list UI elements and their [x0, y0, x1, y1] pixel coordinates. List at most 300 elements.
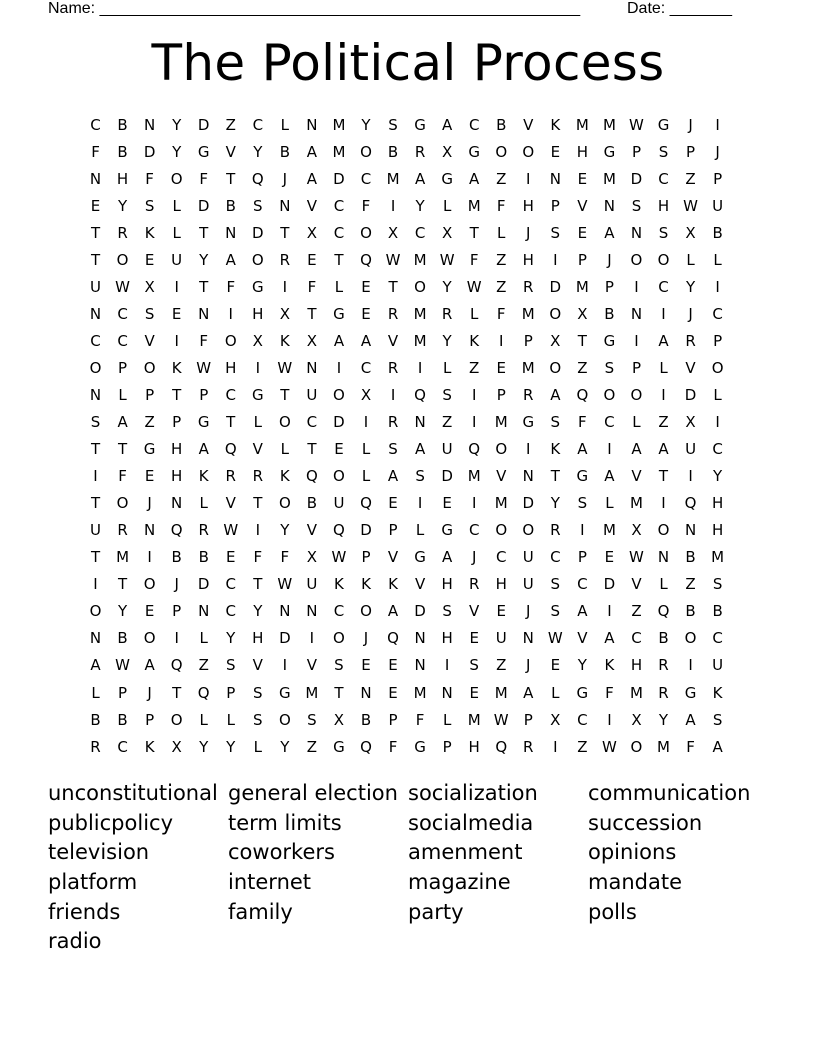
grid-letter[interactable]: T [280, 385, 290, 404]
grid-letter[interactable]: D [143, 142, 156, 161]
grid-letter[interactable]: K [334, 575, 344, 594]
grid-letter[interactable]: W [439, 250, 455, 269]
grid-letter[interactable]: P [550, 196, 560, 215]
grid-letter[interactable]: M [494, 494, 508, 513]
grid-letter[interactable]: K [279, 331, 290, 350]
grid-letter[interactable]: W [385, 250, 401, 269]
grid-letter[interactable]: X [387, 223, 399, 242]
grid-letter[interactable]: G [657, 115, 670, 134]
grid-letter[interactable]: Q [305, 467, 318, 486]
grid-letter[interactable]: S [550, 223, 561, 242]
grid-letter[interactable]: G [441, 521, 453, 540]
grid-letter[interactable]: I [661, 385, 666, 404]
grid-letter[interactable]: D [414, 602, 426, 621]
grid-letter[interactable]: Y [253, 142, 263, 161]
grid-letter[interactable]: L [713, 250, 722, 269]
grid-letter[interactable]: F [388, 737, 398, 756]
grid-letter[interactable]: G [143, 440, 156, 459]
grid-letter[interactable]: L [280, 440, 290, 459]
grid-letter[interactable]: N [360, 683, 372, 702]
grid-letter[interactable]: A [387, 467, 399, 486]
grid-letter[interactable]: C [360, 358, 372, 377]
grid-letter[interactable]: J [526, 223, 531, 242]
grid-letter[interactable]: B [712, 602, 723, 621]
grid-letter[interactable]: I [390, 385, 396, 404]
grid-letter[interactable]: U [90, 521, 102, 540]
grid-letter[interactable]: G [603, 331, 616, 350]
grid-letter[interactable]: L [415, 521, 425, 540]
grid-letter[interactable]: P [713, 331, 723, 350]
grid-letter[interactable]: O [549, 304, 562, 323]
grid-letter[interactable]: I [336, 358, 342, 377]
grid-letter[interactable]: E [171, 304, 182, 323]
grid-letter[interactable]: V [252, 440, 263, 459]
grid-letter[interactable]: A [306, 142, 318, 161]
grid-letter[interactable]: P [523, 331, 533, 350]
grid-letter[interactable]: O [630, 737, 643, 756]
grid-letter[interactable]: N [630, 304, 643, 323]
grid-letter[interactable]: M [602, 169, 616, 188]
grid-letter[interactable]: I [661, 304, 666, 323]
grid-letter[interactable]: C [333, 223, 345, 242]
grid-letter[interactable]: V [577, 629, 588, 648]
grid-letter[interactable]: P [577, 548, 587, 567]
grid-letter[interactable]: E [361, 304, 371, 323]
grid-letter[interactable]: E [577, 169, 588, 188]
grid-letter[interactable]: O [630, 385, 643, 404]
grid-letter[interactable]: D [197, 196, 210, 215]
grid-letter[interactable]: T [90, 440, 101, 459]
grid-letter[interactable]: S [253, 196, 263, 215]
grid-letter[interactable]: A [442, 115, 453, 134]
grid-letter[interactable]: R [441, 304, 453, 323]
grid-letter[interactable]: E [388, 494, 398, 513]
grid-letter[interactable]: F [199, 331, 209, 350]
grid-letter[interactable]: S [144, 304, 155, 323]
grid-letter[interactable]: U [333, 494, 345, 513]
grid-letter[interactable]: L [361, 440, 371, 459]
grid-letter[interactable]: Q [414, 385, 426, 404]
grid-letter[interactable]: M [305, 683, 319, 702]
grid-letter[interactable]: V [631, 467, 642, 486]
grid-letter[interactable]: I [715, 277, 720, 296]
grid-letter[interactable]: X [333, 710, 345, 729]
grid-letter[interactable]: T [388, 277, 398, 296]
grid-letter[interactable]: K [550, 115, 561, 134]
grid-letter[interactable]: I [688, 656, 693, 675]
grid-letter[interactable]: L [497, 223, 506, 242]
grid-letter[interactable]: O [549, 358, 562, 377]
grid-letter[interactable]: C [604, 413, 615, 432]
grid-letter[interactable]: D [252, 223, 264, 242]
grid-letter[interactable]: V [469, 602, 480, 621]
grid-letter[interactable]: D [197, 115, 210, 134]
grid-letter[interactable]: G [414, 548, 426, 567]
grid-letter[interactable]: H [522, 196, 534, 215]
grid-letter[interactable]: R [468, 575, 480, 594]
grid-letter[interactable]: O [143, 358, 156, 377]
grid-letter[interactable]: J [363, 629, 369, 648]
grid-letter[interactable]: I [688, 467, 693, 486]
grid-letter[interactable]: C [577, 575, 588, 594]
grid-letter[interactable]: N [89, 385, 102, 404]
grid-letter[interactable]: I [174, 277, 179, 296]
grid-letter[interactable]: W [115, 656, 130, 675]
grid-letter[interactable]: S [307, 710, 317, 729]
grid-letter[interactable]: N [279, 602, 291, 621]
grid-letter[interactable]: L [280, 115, 290, 134]
grid-letter[interactable]: T [307, 304, 317, 323]
grid-letter[interactable]: Z [496, 656, 507, 675]
grid-letter[interactable]: K [198, 467, 209, 486]
grid-letter[interactable]: U [712, 656, 724, 675]
grid-letter[interactable]: S [658, 223, 669, 242]
grid-letter[interactable]: O [522, 142, 535, 161]
grid-letter[interactable]: A [523, 683, 534, 702]
grid-letter[interactable]: H [576, 142, 588, 161]
grid-letter[interactable]: G [603, 142, 616, 161]
grid-letter[interactable]: S [253, 710, 263, 729]
grid-letter[interactable]: G [251, 277, 264, 296]
grid-letter[interactable]: K [144, 737, 155, 756]
grid-letter[interactable]: C [712, 440, 723, 459]
grid-letter[interactable]: H [657, 196, 670, 215]
grid-letter[interactable]: P [631, 358, 641, 377]
grid-letter[interactable]: O [684, 629, 697, 648]
grid-letter[interactable]: X [631, 521, 642, 540]
grid-letter[interactable]: X [171, 737, 182, 756]
grid-letter[interactable]: Y [117, 196, 128, 215]
grid-letter[interactable]: F [118, 467, 127, 486]
grid-letter[interactable]: B [198, 548, 209, 567]
grid-letter[interactable]: T [469, 223, 479, 242]
grid-letter[interactable]: C [658, 169, 669, 188]
grid-letter[interactable]: Y [658, 710, 669, 729]
grid-letter[interactable]: M [413, 683, 427, 702]
grid-letter[interactable]: E [469, 683, 479, 702]
grid-letter[interactable]: R [658, 683, 669, 702]
grid-letter[interactable]: O [89, 358, 102, 377]
grid-letter[interactable]: F [199, 169, 209, 188]
grid-letter[interactable]: Q [251, 169, 264, 188]
grid-letter[interactable]: T [90, 548, 101, 567]
grid-letter[interactable]: U [495, 629, 507, 648]
grid-letter[interactable]: L [199, 710, 208, 729]
grid-letter[interactable]: X [306, 331, 318, 350]
grid-letter[interactable]: R [523, 385, 534, 404]
grid-letter[interactable]: O [89, 602, 102, 621]
grid-letter[interactable]: M [386, 169, 400, 188]
grid-letter[interactable]: Z [225, 115, 236, 134]
grid-letter[interactable]: L [442, 358, 452, 377]
grid-letter[interactable]: L [551, 683, 560, 702]
grid-letter[interactable]: P [145, 385, 155, 404]
grid-letter[interactable]: O [116, 494, 129, 513]
grid-letter[interactable]: I [471, 413, 477, 432]
grid-letter[interactable]: U [522, 575, 534, 594]
grid-letter[interactable]: X [631, 710, 642, 729]
grid-letter[interactable]: U [306, 575, 318, 594]
grid-letter[interactable]: O [278, 413, 291, 432]
grid-letter[interactable]: L [442, 196, 452, 215]
grid-letter[interactable]: G [279, 683, 291, 702]
grid-letter[interactable]: D [360, 521, 372, 540]
grid-letter[interactable]: R [225, 467, 236, 486]
grid-letter[interactable]: E [144, 250, 155, 269]
grid-letter[interactable]: A [685, 710, 696, 729]
grid-letter[interactable]: F [415, 710, 425, 729]
grid-letter[interactable]: T [307, 440, 317, 459]
grid-letter[interactable]: N [306, 602, 318, 621]
grid-letter[interactable]: A [414, 440, 426, 459]
grid-letter[interactable]: O [333, 467, 345, 486]
grid-letter[interactable]: A [658, 331, 669, 350]
grid-letter[interactable]: L [172, 196, 181, 215]
grid-letter[interactable]: T [199, 223, 209, 242]
grid-letter[interactable]: N [549, 169, 561, 188]
grid-letter[interactable]: A [360, 331, 372, 350]
grid-letter[interactable]: S [90, 413, 101, 432]
grid-letter[interactable]: Y [415, 196, 425, 215]
grid-letter[interactable]: F [578, 413, 587, 432]
grid-letter[interactable]: X [306, 223, 318, 242]
grid-letter[interactable]: C [333, 196, 345, 215]
grid-letter[interactable]: D [333, 413, 345, 432]
grid-letter[interactable]: P [686, 142, 696, 161]
grid-letter[interactable]: P [118, 358, 128, 377]
grid-letter[interactable]: G [333, 304, 345, 323]
grid-letter[interactable]: X [441, 142, 453, 161]
grid-letter[interactable]: Z [496, 250, 507, 269]
grid-letter[interactable]: Y [199, 737, 209, 756]
grid-letter[interactable]: N [414, 629, 426, 648]
grid-letter[interactable]: L [686, 250, 695, 269]
grid-letter[interactable]: D [197, 575, 210, 594]
grid-letter[interactable]: B [117, 142, 128, 161]
grid-letter[interactable]: D [333, 169, 345, 188]
grid-letter[interactable]: T [117, 440, 128, 459]
grid-letter[interactable]: I [580, 521, 585, 540]
grid-letter[interactable]: V [414, 575, 426, 594]
grid-letter[interactable]: O [711, 358, 724, 377]
grid-letter[interactable]: M [602, 521, 616, 540]
grid-letter[interactable]: G [197, 413, 210, 432]
grid-letter[interactable]: Y [280, 737, 290, 756]
grid-letter[interactable]: I [417, 494, 423, 513]
grid-letter[interactable]: A [631, 440, 642, 459]
grid-letter[interactable]: A [198, 440, 209, 459]
grid-letter[interactable]: I [147, 548, 152, 567]
grid-letter[interactable]: E [361, 656, 371, 675]
grid-letter[interactable]: D [630, 169, 643, 188]
grid-letter[interactable]: F [469, 250, 479, 269]
grid-letter[interactable]: W [115, 277, 130, 296]
grid-letter[interactable]: E [550, 656, 561, 675]
grid-letter[interactable]: Q [224, 440, 237, 459]
grid-letter[interactable]: C [712, 304, 723, 323]
grid-letter[interactable]: T [117, 575, 128, 594]
grid-letter[interactable]: M [711, 548, 725, 567]
grid-letter[interactable]: M [494, 683, 508, 702]
grid-letter[interactable]: X [577, 304, 588, 323]
grid-letter[interactable]: P [713, 169, 723, 188]
grid-letter[interactable]: S [577, 494, 588, 513]
grid-letter[interactable]: B [117, 629, 128, 648]
grid-letter[interactable]: C [117, 304, 128, 323]
grid-letter[interactable]: B [360, 710, 372, 729]
grid-letter[interactable]: W [601, 737, 617, 756]
grid-letter[interactable]: Z [144, 413, 155, 432]
grid-letter[interactable]: L [199, 629, 208, 648]
grid-letter[interactable]: M [575, 115, 589, 134]
grid-letter[interactable]: E [550, 142, 561, 161]
grid-letter[interactable]: S [334, 656, 344, 675]
grid-letter[interactable]: G [522, 413, 535, 432]
grid-letter[interactable]: L [713, 385, 722, 404]
grid-letter[interactable]: H [225, 358, 237, 377]
grid-letter[interactable]: R [387, 304, 399, 323]
grid-letter[interactable]: S [388, 440, 398, 459]
grid-letter[interactable]: T [172, 683, 182, 702]
grid-letter[interactable]: N [225, 223, 237, 242]
grid-letter[interactable]: S [550, 575, 561, 594]
grid-letter[interactable]: A [577, 440, 588, 459]
grid-letter[interactable]: O [170, 169, 183, 188]
grid-letter[interactable]: Y [226, 629, 236, 648]
grid-letter[interactable]: M [521, 358, 535, 377]
grid-letter[interactable]: T [577, 331, 587, 350]
grid-letter[interactable]: P [442, 737, 452, 756]
grid-letter[interactable]: L [226, 710, 235, 729]
grid-letter[interactable]: K [171, 358, 182, 377]
grid-letter[interactable]: A [414, 169, 426, 188]
grid-letter[interactable]: B [117, 115, 128, 134]
grid-letter[interactable]: T [550, 467, 560, 486]
grid-letter[interactable]: V [225, 494, 236, 513]
grid-letter[interactable]: P [361, 548, 371, 567]
grid-letter[interactable]: W [277, 575, 293, 594]
grid-letter[interactable]: J [688, 304, 693, 323]
grid-letter[interactable]: R [252, 467, 264, 486]
grid-letter[interactable]: B [90, 710, 101, 729]
grid-letter[interactable]: T [172, 385, 182, 404]
grid-letter[interactable]: C [90, 115, 101, 134]
grid-letter[interactable]: F [605, 683, 614, 702]
grid-letter[interactable]: E [496, 602, 506, 621]
grid-letter[interactable]: B [171, 548, 182, 567]
grid-letter[interactable]: O [522, 521, 535, 540]
grid-letter[interactable]: Z [441, 413, 453, 432]
grid-letter[interactable]: H [495, 575, 507, 594]
grid-letter[interactable]: M [494, 413, 508, 432]
grid-letter[interactable]: K [361, 575, 371, 594]
grid-letter[interactable]: L [118, 385, 127, 404]
grid-letter[interactable]: I [174, 331, 179, 350]
grid-letter[interactable]: F [280, 548, 290, 567]
grid-letter[interactable]: T [253, 494, 263, 513]
grid-letter[interactable]: F [253, 548, 263, 567]
grid-letter[interactable]: N [684, 521, 697, 540]
grid-letter[interactable]: N [144, 115, 156, 134]
grid-letter[interactable]: V [685, 358, 696, 377]
grid-letter[interactable]: K [279, 467, 290, 486]
grid-letter[interactable]: H [630, 656, 643, 675]
grid-letter[interactable]: P [631, 142, 641, 161]
grid-letter[interactable]: V [144, 331, 155, 350]
grid-letter[interactable]: O [657, 250, 670, 269]
grid-letter[interactable]: L [199, 494, 208, 513]
grid-letter[interactable]: O [278, 710, 291, 729]
grid-letter[interactable]: O [143, 629, 156, 648]
grid-letter[interactable]: T [90, 494, 101, 513]
grid-letter[interactable]: X [279, 304, 290, 323]
grid-letter[interactable]: N [522, 467, 534, 486]
grid-letter[interactable]: T [90, 223, 101, 242]
grid-letter[interactable]: O [630, 250, 643, 269]
grid-letter[interactable]: J [607, 250, 612, 269]
grid-letter[interactable]: J [147, 683, 152, 702]
grid-letter[interactable]: W [547, 629, 563, 648]
grid-letter[interactable]: I [471, 385, 477, 404]
grid-letter[interactable]: I [444, 656, 450, 675]
grid-letter[interactable]: I [255, 358, 261, 377]
grid-letter[interactable]: N [198, 602, 210, 621]
grid-letter[interactable]: Q [170, 521, 183, 540]
grid-letter[interactable]: M [413, 331, 427, 350]
grid-letter[interactable]: H [468, 737, 480, 756]
grid-letter[interactable]: U [306, 385, 318, 404]
grid-letter[interactable]: I [607, 440, 612, 459]
grid-letter[interactable]: R [523, 277, 534, 296]
grid-letter[interactable]: H [252, 304, 264, 323]
grid-letter[interactable]: S [442, 385, 452, 404]
grid-letter[interactable]: L [605, 494, 614, 513]
grid-letter[interactable]: L [442, 710, 452, 729]
grid-letter[interactable]: S [415, 467, 425, 486]
grid-letter[interactable]: Y [226, 737, 236, 756]
grid-letter[interactable]: T [280, 223, 290, 242]
grid-letter[interactable]: G [576, 683, 589, 702]
grid-letter[interactable]: W [629, 548, 644, 567]
grid-letter[interactable]: Y [685, 277, 696, 296]
grid-letter[interactable]: T [658, 467, 669, 486]
grid-letter[interactable]: A [604, 223, 615, 242]
grid-letter[interactable]: G [414, 737, 426, 756]
grid-letter[interactable]: B [685, 548, 696, 567]
grid-letter[interactable]: Z [469, 358, 480, 377]
grid-letter[interactable]: A [144, 656, 155, 675]
grid-letter[interactable]: K [550, 440, 561, 459]
grid-letter[interactable]: G [576, 467, 589, 486]
grid-letter[interactable]: R [685, 331, 696, 350]
grid-letter[interactable]: I [282, 277, 288, 296]
grid-letter[interactable]: M [575, 277, 589, 296]
grid-letter[interactable]: S [388, 115, 398, 134]
date-field[interactable]: Date: _______ [627, 0, 732, 17]
grid-letter[interactable]: S [712, 710, 723, 729]
grid-letter[interactable]: C [631, 629, 642, 648]
grid-letter[interactable]: V [306, 521, 318, 540]
grid-letter[interactable]: O [603, 385, 616, 404]
grid-letter[interactable]: A [333, 331, 345, 350]
grid-letter[interactable]: R [198, 521, 209, 540]
grid-letter[interactable]: J [715, 142, 720, 161]
grid-letter[interactable]: I [309, 629, 315, 648]
grid-letter[interactable]: C [468, 115, 480, 134]
grid-letter[interactable]: A [604, 467, 615, 486]
grid-letter[interactable]: B [604, 304, 615, 323]
grid-letter[interactable]: S [658, 142, 669, 161]
